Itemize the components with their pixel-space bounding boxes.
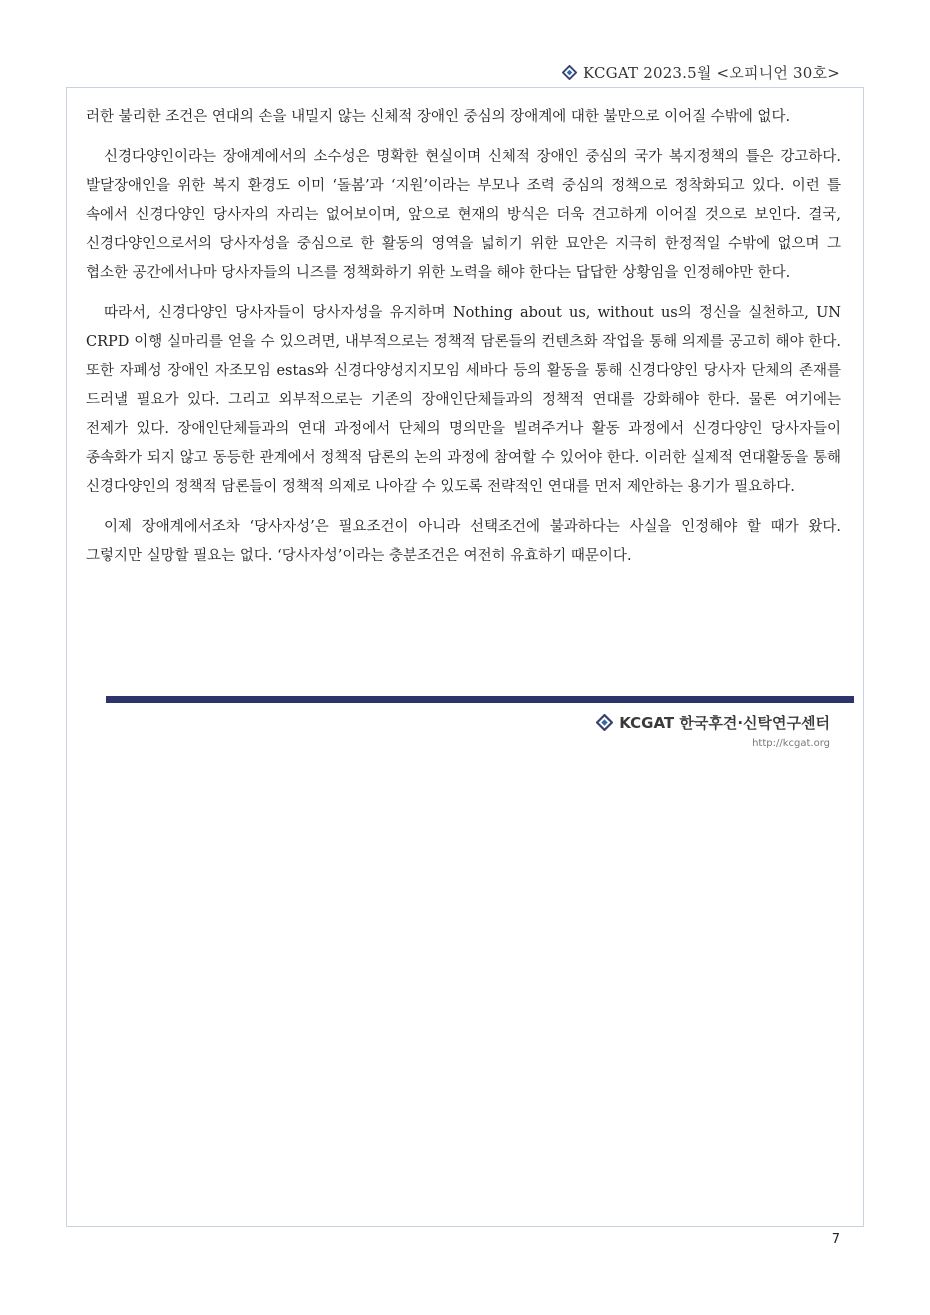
paragraph: 러한 불리한 조건은 연대의 손을 내밀지 않는 신체적 장애인 중심의 장애계에 대한 불만으로 이어질 수밖에 없다. xyxy=(86,109,791,125)
page-header xyxy=(562,62,840,83)
article-body xyxy=(86,103,841,582)
paragraph: 신경다양인이라는 장애계에서의 소수성은 명확한 현실이며 신체적 장애인 중심의 국가 복지정책의 틀은 강고하다. 발달장애인을 위한 복지 환경도 이미 ‘돌봄’과 ‘지원’이라는 부모나 조력 중심의 정책으로 정착화되고 있다. 이런 틀 속에서 신경다양인 당사자의 자리는 없어보이며, 앞으로 현재의 방식은 더욱 견고하게 이어질 것으로 보인다. 결국, 신경다양인으로서의 당사자성을 중심으로 한 활동의 영역을 넓히기 위한 묘안은 지극히 한정적일 수밖에 없으며 그 협소한 공간에서나마 당사자들의 니즈를 정책화하기 위한 노력을 해야 한다는 답답한 상황임을 인정해야만 한다. xyxy=(86,149,841,281)
page-number: 7 xyxy=(831,1232,840,1247)
footer-url[interactable]: http://kcgat.org xyxy=(752,738,830,749)
paragraph: 이제 장애계에서조차 ‘당사자성’은 필요조건이 아니라 선택조건에 불과하다는 사실을 인정해야 할 때가 왔다. 그렇지만 실망할 필요는 없다. ‘당사자성’이라는 충분조건은 여전히 유효하기 때문이다. xyxy=(86,519,841,564)
footer-divider xyxy=(106,696,854,703)
footer-brand-text: KCGAT 한국후견·신탁연구센터 xyxy=(619,714,830,732)
header-title: KCGAT 2023.5월 <오피니언 30호> xyxy=(582,64,840,82)
kcgat-logo-icon xyxy=(562,65,577,80)
footer-brand xyxy=(596,712,830,733)
paragraph: 따라서, 신경다양인 당사자들이 당사자성을 유지하며 Nothing about us, without us의 정신을 실천하고, UN CRPD 이행 실마리를 얻을 수 있으려면, 내부적으로는 정책적 담론들의 컨텐츠화 작업을 통해 의제를 공고히 해야 한다. 또한 자폐성 장애인 자조모임 estas와 신경다양성지지모임 세바다 등의 활동을 통해 신경다양인 당사자 단체의 존재를 드러낼 필요가 있다. 그리고 외부적으로는 기존의 장애인단체들과의 정책적 연대를 강화해야 한다. 물론 여기에는 전제가 있다. 장애인단체들과의 연대 과정에서 단체의 명의만을 빌려주거나 활동 과정에서 신경다양인 당사자들이 종속화가 되지 않고 동등한 관계에서 정책적 담론의 논의 과정에 참여할 수 있어야 한다. 이러한 실제적 연대활동을 통해 신경다양인의 정책적 담론들이 정책적 의제로 나아갈 수 있도록 전략적인 연대를 먼저 제안하는 용기가 필요하다. xyxy=(86,305,841,495)
kcgat-logo-icon xyxy=(596,714,613,731)
